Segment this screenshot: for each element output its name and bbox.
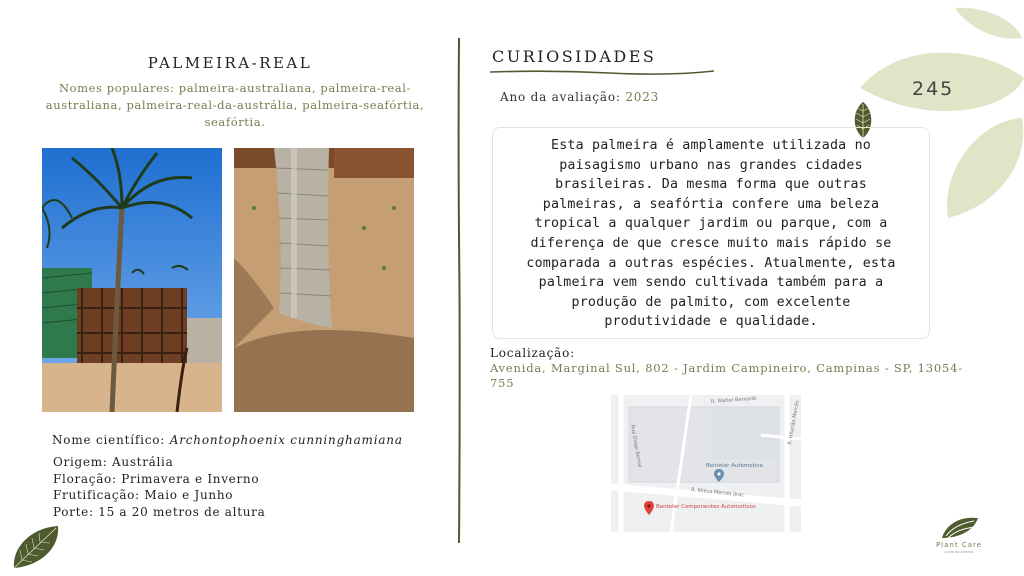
location-map[interactable] — [611, 395, 801, 532]
fact-origin: Origem: Austrália — [53, 455, 174, 469]
page-number: 245 — [912, 78, 955, 100]
map-poi-1: Benteler Automotive — [706, 463, 763, 469]
column-divider — [456, 38, 462, 543]
fact-flowering: Floração: Primavera e Inverno — [53, 471, 260, 486]
palm-trunk-photo — [234, 148, 414, 412]
map-street-4: R. Hilarião Mercês — [787, 399, 801, 446]
location-address: Avenida, Marginal Sul, 802 - Jardim Campineiro, Campinas - SP, 13054-755 — [490, 361, 963, 390]
title-underline — [490, 68, 714, 76]
curiosity-text: Esta palmeira é amplamente utilizada no paisagismo urbano nas grandes cidades brasileiras. Da mesma forma que outras palmeiras, a seafórtia confere uma beleza tropical a qualquer jardim ou parque, com a diferença de que cresce muito mais rápido se comparada a outras espécies. Atualmente, esta palmeira vem sendo cultivada também para a produção de palmito, com excelente produtividade e qualidade. — [492, 127, 930, 339]
fact-fruiting: Frutificação: Maio e Junho — [53, 488, 234, 502]
popular-names: Nomes populares: palmeira-australiana, palmeira-real-australiana, palmeira-real-da-austrália, palmeira-seafórtia, seafórtia. — [45, 81, 425, 129]
curiosities-title: CURIOSIDADES — [492, 47, 657, 66]
map-poi-2: Benteler Componentes Automotivos — [656, 504, 756, 510]
logo-tagline: cuida da plantas — [944, 550, 974, 554]
plant-facts — [53, 454, 265, 520]
fact-size: Porte: 15 a 20 metros de altura — [53, 504, 266, 519]
leaf-bottom — [947, 118, 1023, 218]
evaluation-year — [500, 90, 659, 104]
map-street-2: Rua Diogo Bernal — [629, 424, 643, 468]
plant-care-logo-icon — [940, 514, 980, 540]
scientific-name — [52, 433, 403, 447]
scientific-name-label: Nome científico: — [52, 433, 170, 447]
scientific-name-value: Archontophoenix cunninghamiana — [169, 433, 403, 447]
location-label: Localização: — [490, 346, 575, 360]
year-value: 2023 — [625, 90, 660, 104]
palm-tree-photo — [42, 148, 222, 412]
leaf-top — [955, 8, 1022, 39]
map-street-1: R. Walter Bernardi — [710, 395, 757, 405]
year-label: Ano da avaliação: — [500, 90, 626, 104]
corner-leaf-icon — [10, 522, 62, 570]
plant-title: PALMEIRA-REAL — [147, 54, 313, 72]
map-street-3: R. Ilhéus Mercês Jiraz — [690, 487, 745, 499]
logo-name: Plant Care — [935, 541, 983, 549]
